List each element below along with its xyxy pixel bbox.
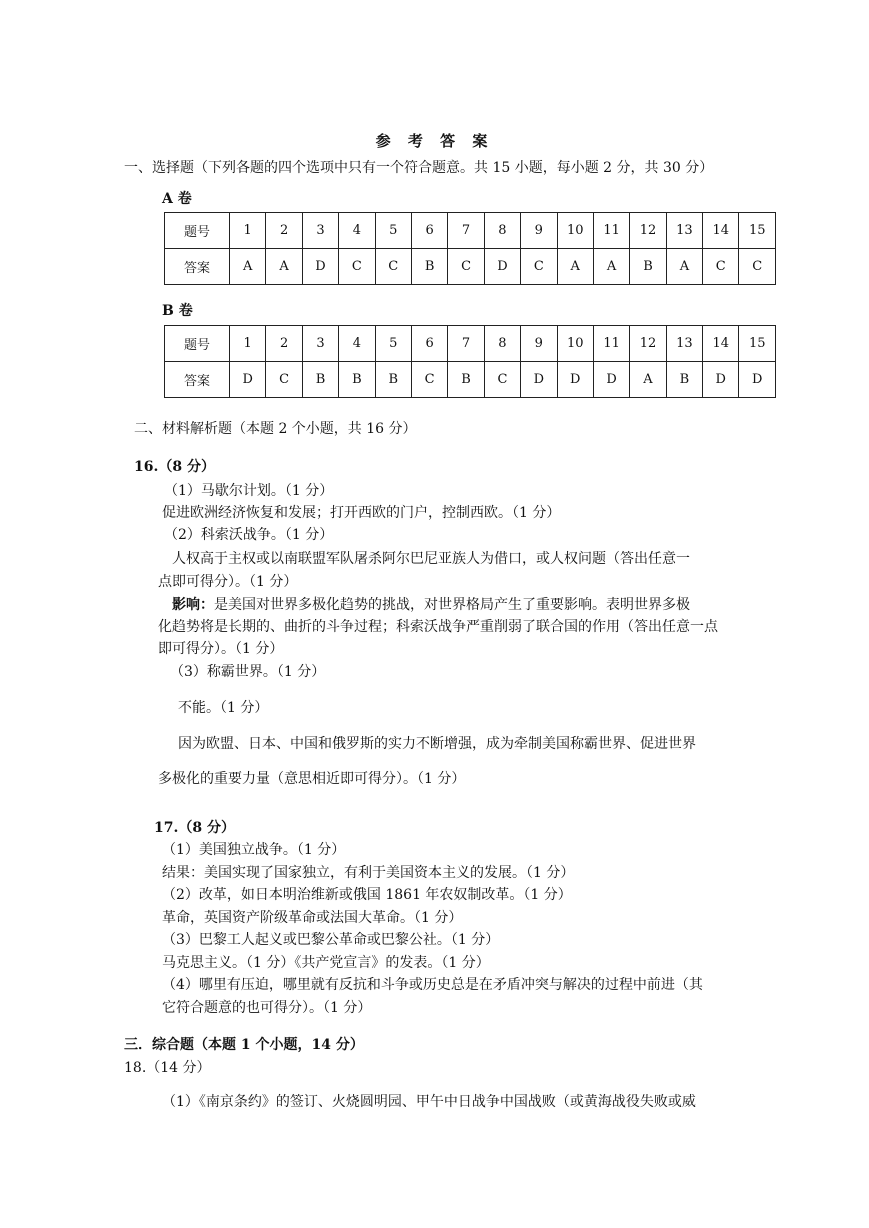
question-number: 10	[557, 213, 593, 249]
paper-a-label: A 卷	[162, 191, 192, 207]
answer-cell: B	[302, 362, 338, 398]
q17-line: 马克思主义。（1 分）《共产党宣言》的发表。（1 分）	[162, 955, 490, 971]
answer-cell: B	[666, 362, 702, 398]
paper-a-answer-table	[164, 212, 776, 285]
question-number: 2	[266, 326, 302, 362]
answer-cell: B	[448, 362, 484, 398]
table-row-answers	[165, 362, 776, 398]
q17-line: 革命，英国资产阶级革命或法国大革命。（1 分）	[162, 910, 463, 926]
q16-line: 因为欧盟、日本、中国和俄罗斯的实力不断增强，成为牵制美国称霸世界、促进世界	[178, 736, 696, 752]
section1-heading: 一、选择题（下列各题的四个选项中只有一个符合题意。共 15 小题，每小题 2 分，共 30 分）	[124, 160, 714, 176]
question-number: 7	[448, 326, 484, 362]
answer-cell: B	[339, 362, 375, 398]
q17-label: 17.（8 分）	[154, 820, 235, 836]
answer-cell: A	[557, 249, 593, 285]
q18-line: （1）《南京条约》的签订、火烧圆明园、甲午中日战争中国战败（或黄海战役失败或威	[162, 1094, 696, 1110]
section3-heading: 三．综合题（本题 1 个小题，14 分）	[124, 1037, 364, 1053]
q16-line: 人权高于主权或以南联盟军队屠杀阿尔巴尼亚族人为借口，或人权问题（答出任意一	[172, 551, 690, 567]
answer-cell: B	[630, 249, 666, 285]
q16-line: 点即可得分）。（1 分）	[158, 574, 298, 590]
question-number: 11	[593, 326, 629, 362]
question-number: 15	[739, 213, 776, 249]
question-number: 8	[484, 326, 520, 362]
question-number: 12	[630, 213, 666, 249]
paper-b-answer-table	[164, 325, 776, 398]
answer-cell: B	[375, 362, 411, 398]
q16-line: （3）称霸世界。（1 分）	[170, 664, 326, 680]
answer-cell: D	[739, 362, 776, 398]
question-number: 6	[411, 326, 447, 362]
q16-line: 化趋势将是长期的、曲折的斗争过程；科索沃战争严重削弱了联合国的作用（答出任意一点	[158, 619, 718, 635]
row-header: 答案	[165, 249, 230, 285]
answer-cell: C	[375, 249, 411, 285]
question-number: 15	[739, 326, 776, 362]
question-number: 3	[302, 326, 338, 362]
q16-line: （1）马歇尔计划。（1 分）	[164, 483, 334, 499]
q17-line: （3）巴黎工人起义或巴黎公革命或巴黎公社。（1 分）	[162, 932, 500, 948]
question-number: 4	[339, 213, 375, 249]
q17-line: （4）哪里有压迫，哪里就有反抗和斗争或历史总是在矛盾冲突与解决的过程中前进（其	[162, 977, 703, 993]
q17-line: 结果：美国实现了国家独立，有利于美国资本主义的发展。（1 分）	[162, 865, 575, 881]
answer-cell: C	[339, 249, 375, 285]
answer-cell: C	[739, 249, 776, 285]
q16-impact-line	[172, 594, 690, 614]
answer-cell: D	[703, 362, 739, 398]
question-number: 5	[375, 213, 411, 249]
q17-line: （2）改革，如日本明治维新或俄国 1861 年农奴制改革。（1 分）	[162, 887, 572, 903]
q16-line: 即可得分）。（1 分）	[158, 641, 284, 657]
answer-cell: C	[411, 362, 447, 398]
table-row-numbers	[165, 213, 776, 249]
page-title: 参 考 答 案	[375, 132, 494, 150]
answer-cell: D	[557, 362, 593, 398]
q16-line: （2）科索沃战争。（1 分）	[164, 527, 334, 543]
answer-cell: D	[593, 362, 629, 398]
row-header: 题号	[165, 213, 230, 249]
answer-cell: B	[411, 249, 447, 285]
question-number: 13	[666, 213, 702, 249]
answer-cell: C	[266, 362, 302, 398]
answer-cell: C	[703, 249, 739, 285]
answer-cell: A	[266, 249, 302, 285]
answer-cell: D	[521, 362, 557, 398]
q16-line: 促进欧洲经济恢复和发展；打开西欧的门户，控制西欧。（1 分）	[162, 505, 561, 521]
table-row-answers	[165, 249, 776, 285]
answer-cell: C	[448, 249, 484, 285]
row-header: 题号	[165, 326, 230, 362]
question-number: 13	[666, 326, 702, 362]
answer-cell: A	[593, 249, 629, 285]
section2-heading: 二、材料解析题（本题 2 个小题，共 16 分）	[134, 421, 417, 437]
question-number: 4	[339, 326, 375, 362]
q18-label: 18.（14 分）	[124, 1060, 211, 1076]
question-number: 3	[302, 213, 338, 249]
question-number: 14	[703, 326, 739, 362]
q16-line: 不能。（1 分）	[178, 700, 269, 716]
question-number: 5	[375, 326, 411, 362]
answer-cell: C	[521, 249, 557, 285]
row-header: 答案	[165, 362, 230, 398]
answer-cell: A	[230, 249, 266, 285]
answer-cell: C	[484, 362, 520, 398]
q16-label: 16.（8 分）	[134, 459, 215, 475]
question-number: 8	[484, 213, 520, 249]
paper-b-label: B 卷	[162, 303, 193, 319]
q17-line: 它符合题意的也可得分）。（1 分）	[162, 1000, 372, 1016]
answer-cell: A	[630, 362, 666, 398]
answer-cell: A	[666, 249, 702, 285]
question-number: 11	[593, 213, 629, 249]
question-number: 14	[703, 213, 739, 249]
q16-line: 多极化的重要力量（意思相近即可得分）。（1 分）	[158, 771, 466, 787]
question-number: 10	[557, 326, 593, 362]
answer-cell: D	[230, 362, 266, 398]
question-number: 6	[411, 213, 447, 249]
question-number: 9	[521, 213, 557, 249]
impact-text: 是美国对世界多极化趋势的挑战，对世界格局产生了重要影响。表明世界多极	[214, 597, 690, 613]
q17-line: （1）美国独立战争。（1 分）	[162, 842, 346, 858]
question-number: 1	[230, 213, 266, 249]
question-number: 1	[230, 326, 266, 362]
table-row-numbers	[165, 326, 776, 362]
answer-cell: D	[302, 249, 338, 285]
answer-cell: D	[484, 249, 520, 285]
question-number: 9	[521, 326, 557, 362]
question-number: 2	[266, 213, 302, 249]
question-number: 12	[630, 326, 666, 362]
impact-label: 影响：	[172, 597, 214, 613]
question-number: 7	[448, 213, 484, 249]
